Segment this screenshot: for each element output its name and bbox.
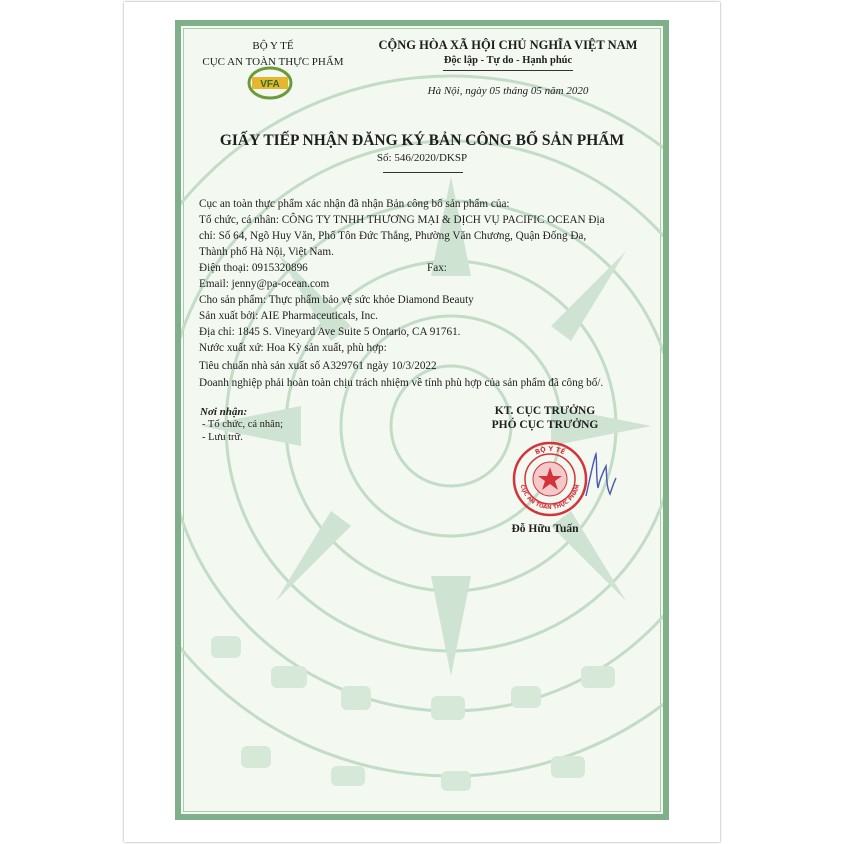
- recipient-1: - Tổ chức, cá nhân;: [202, 419, 284, 430]
- email: Email: jenny@pa-ocean.com: [199, 278, 330, 290]
- place-date: Hà Nội, ngày 05 tháng 05 năm 2020: [427, 85, 589, 97]
- ministry-name: BỘ Y TẾ: [252, 40, 294, 52]
- official-stamp: [512, 441, 588, 517]
- standard: Tiêu chuẩn nhà sản xuất số A329761 ngày 10/3/2022: [199, 360, 437, 372]
- motto-underline: [443, 70, 573, 71]
- national-motto: Độc lập - Tự do - Hạnh phúc: [443, 55, 573, 66]
- manufacturer-address: Địa chỉ: 1845 S. Vineyard Ave Suite 5 Ontario, CA 91761.: [199, 326, 461, 338]
- signer-title-2: PHÓ CỤC TRƯỞNG: [491, 419, 599, 431]
- fax: Fax:: [427, 262, 447, 274]
- stamp-top-text: BỘ Y TẾ: [533, 444, 567, 457]
- recipient-2: - Lưu trữ.: [202, 432, 243, 443]
- body-line-4: Thành phố Hà Nội, Việt Nam.: [199, 246, 334, 258]
- department-name: CỤC AN TOÀN THỰC PHẨM: [202, 56, 344, 68]
- document-number: Số: 546/2020/DKSP: [376, 152, 468, 164]
- origin: Nước xuất xứ: Hoa Kỳ sản xuất, phù hợp:: [199, 342, 387, 354]
- title-underline: [383, 172, 463, 173]
- stamp-bottom-text: CỤC AN TOÀN THỰC PHẨM: [518, 483, 582, 512]
- recipients-heading: Nơi nhận:: [200, 406, 248, 418]
- handwritten-signature: [580, 448, 620, 504]
- body-line-2: Tổ chức, cá nhân: CÔNG TY TNHH THƯƠNG MẠI & DỊCH VỤ PACIFIC OCEAN Địa: [199, 214, 605, 226]
- phone: Điện thoại: 0915320896: [199, 262, 308, 274]
- document-title: GIẤY TIẾP NHẬN ĐĂNG KÝ BẢN CÔNG BỐ SẢN PHẨM: [219, 132, 625, 149]
- product-name: Cho sản phẩm: Thực phẩm bảo vệ sức khỏe Diamond Beauty: [199, 294, 474, 306]
- body-line-3: chỉ: Số 64, Ngõ Huy Văn, Phố Tôn Đức Thắng, Phường Văn Chương, Quận Đống Đa,: [199, 230, 587, 242]
- logo-text: VFA: [260, 79, 280, 90]
- manufacturer: Sản xuất bởi: AIE Pharmaceuticals, Inc.: [199, 310, 378, 322]
- responsibility-statement: Doanh nghiệp phải hoàn toàn chịu trách nhiệm về tính phù hợp của sản phẩm đã công bố/.: [199, 377, 604, 389]
- vfa-logo: [247, 66, 293, 100]
- signer-name: Đỗ Hữu Tuấn: [511, 523, 579, 535]
- signer-title-1: KT. CỤC TRƯỞNG: [494, 405, 596, 417]
- body-line-1: Cục an toàn thực phẩm xác nhận đã nhận Bản công bố sản phẩm của:: [199, 198, 510, 210]
- country-name: CỘNG HÒA XÃ HỘI CHỦ NGHĨA VIỆT NAM: [378, 38, 638, 52]
